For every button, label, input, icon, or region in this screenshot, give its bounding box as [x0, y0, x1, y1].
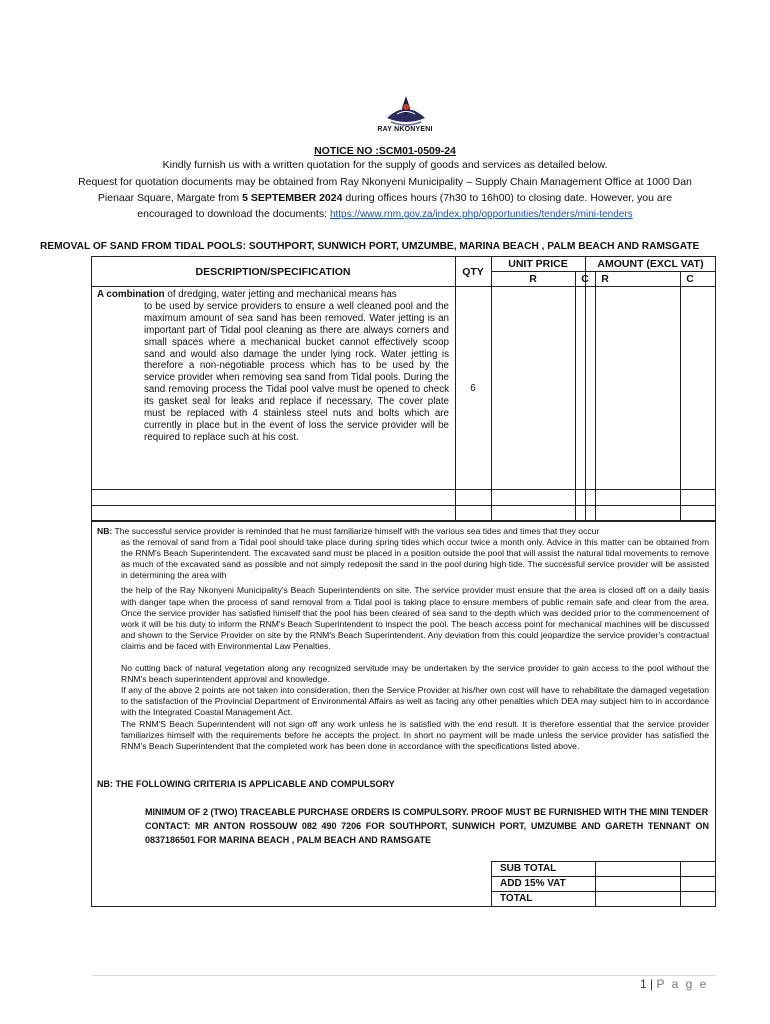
page-number: 1 | P a g e	[640, 977, 709, 991]
vat-label: ADD 15% VAT	[500, 878, 566, 889]
col-unit-c: C	[581, 273, 589, 285]
col-amount-r: R	[601, 273, 609, 285]
item-qty: 6	[470, 383, 476, 394]
tenders-link[interactable]: https://www.rnm.gov.za/index.php/opportunities/tenders/mini-tenders	[329, 209, 633, 220]
criteria-heading: NB: THE FOLLOWING CRITERIA IS APPLICABLE AND COMPULSORY	[97, 779, 395, 789]
notice-title: NOTICE NO :SCM01-0509-24	[314, 145, 456, 157]
col-amount-c: C	[686, 273, 694, 285]
footer-divider	[92, 975, 716, 976]
logo-text: RAY NKONYENI	[377, 126, 433, 133]
col-description: DESCRIPTION/SPECIFICATION	[195, 266, 351, 278]
col-unit-r: R	[529, 273, 537, 285]
download-line: encouraged to download the documents: https://www.rnm.gov.za/index.php/opportunities/tenders/mini-tenders	[137, 208, 633, 220]
col-unit-price: UNIT PRICE	[508, 258, 568, 270]
nb-notes: NB: The successful service provider is reminded that he must familiarize himself with the various sea tides and times that they occur as the removal of sand from a Tidal pool should take place during spring tides which occur twice a month only. Advice in this matter can be obtained from the RNM's Beach Superintendent. The excavated sand must be placed in a position outside the pool that will assist the natural tidal movements to remove as much of the excavated sand as possible and not simply redeposit the sand in the pool during high tide. The successful service provider will be assisted in determining the area with the help of the Ray Nkonyeni Municipality's Beach Superintendents on site. The service provider must ensure that the area is closed off on a daily basis with danger tape when the process of sand removal from a Tidal pool is taking place to ensure members of public remain safe and clear from the area. Once the service provider has satisfied himself that the pool has been cleared of sea sand to the depth which was decided prior to the commencement of work it will be his duty to inform the RNM's Beach Superintendent to inspect the pool. The beach access point for mechanical machines will be discussed and shown to the Service Provider on site by the RNM's Beach Superintendent. Any deviation from this could jeopardize the service provider's contractual claims and be faced with Environmental Law Penalties. No cutting back of natural vegetation along any recognized servitude may be undertaken by the service provider to gain access to the pool without the RNM's beach superintendent approval and knowledge. If any of the above 2 points are not taken into consideration, then the Service Provider at his/her own cost will have to rehabilitate the damaged vegetation to the satisfaction of the Provincial Department of Environmental Affairs as well as facing any other penalties which DEA may subject him to in accordance with the Integrated Coastal Management Act. The RNM'S Beach Superintendent will not sign off any work unless he is satisfied with the end result. It is therefore essential that the service provider familiarizes himself with the requirements before he accepts the project. In short no payment will be made unless the service provider has satisfied the RNM's Beach Superintendent that the completed work has been done in accordance with the specifications listed above.	[97, 526, 709, 751]
intro-line: Kindly furnish us with a written quotation for the supply of goods and services as detailed below.	[162, 159, 608, 171]
col-amount: AMOUNT (EXCL VAT)	[597, 258, 704, 270]
item-description: A combination of dredging, water jetting and mechanical means has to be used by service providers to ensure a well cleaned pool and the maximum amount of sea sand has been removed. Water jetting is an important part of Tidal pool cleaning as there are always corners and small spaces where a mechanical bucket cannot effectively scoop sand and would also damage the under lying rock. Water jetting is therefore a non-negotiable process which has to be used by the service provider when removing sea sand from Tidal pools. During the sand removing process the Tidal pool valve must be opened to check its gasket seal for leaks and replace if necessary. The cover plate must be replaced with 4 stainless steel nuts and bolts which are currently in place but in the event of loss the service provider will be required to replace such at his cost.	[97, 289, 449, 443]
tender-title: REMOVAL OF SAND FROM TIDAL POOLS: SOUTHPORT, SUNWICH PORT, UMZUMBE, MARINA BEACH , PALM BEACH AND RAMSGATE	[40, 241, 700, 252]
criteria-requirements: MINIMUM OF 2 (TWO) TRACEABLE PURCHASE ORDERS IS COMPULSORY. PROOF MUST BE FURNISHED WITH THE MINI TENDER CONTACT: MR ANTON ROSSOUW 082 490 7206 FOR SOUTHPORT, SUNWICH PORT, UMZUMBE AND GARETH TENNANT ON 0837186501 FOR MARINA BEACH , PALM BEACH AND RAMSGATE	[145, 807, 709, 845]
request-line: Request for quotation documents may be obtained from Ray Nkonyeni Municipality – Supply Chain Management Office at 1000 Dan	[78, 176, 692, 188]
closing-date: 5 SEPTEMBER 2024	[242, 192, 343, 204]
subtotal-label: SUB TOTAL	[500, 863, 557, 874]
total-label: TOTAL	[500, 893, 533, 904]
address-line: Pienaar Square, Margate from 5 SEPTEMBER 2024 during offices hours (7h30 to 16h00) to closing date. However, you are	[97, 192, 673, 204]
col-qty: QTY	[462, 266, 484, 278]
